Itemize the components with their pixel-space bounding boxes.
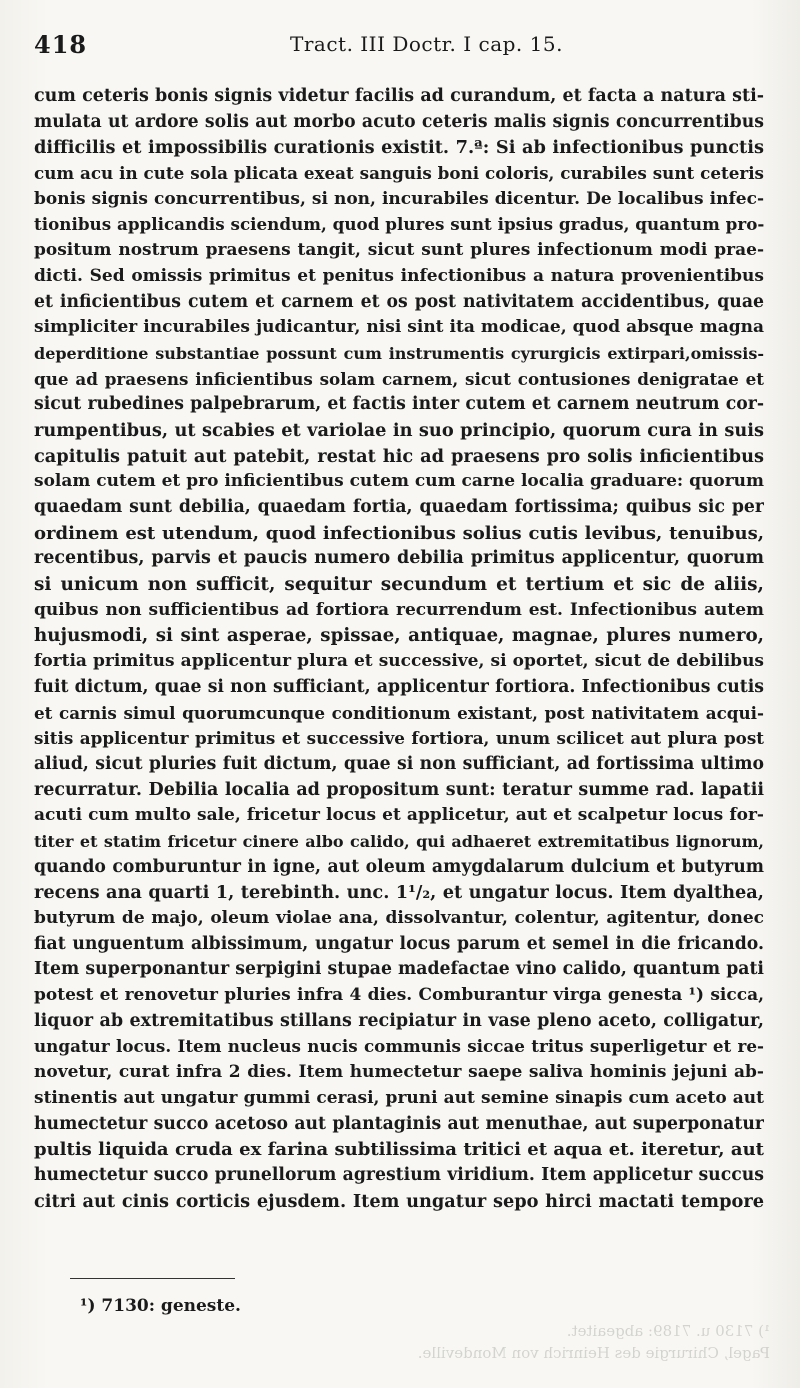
text-line: titer et statim fricetur cinere albo calido, qui adhaeret extremitatibus lignorum, bbox=[34, 831, 764, 851]
text-line: bonis signis concurrentibus, si non, incurabiles dicentur. De localibus infec- bbox=[34, 188, 764, 209]
footnote-text: 7130: geneste. bbox=[101, 1296, 241, 1316]
text-line: quibus non sufficientibus ad fortiora recurrendum est. Infectionibus autem bbox=[34, 599, 764, 620]
text-line: dicti. Sed omissis primitus et penitus infectionibus a natura provenientibus bbox=[34, 265, 764, 286]
footnote-marker: ¹) bbox=[80, 1296, 96, 1316]
text-line: fuit dictum, quae si non sufficiant, applicentur fortiora. Infectionibus cutis bbox=[34, 676, 764, 697]
text-line: aliud, sicut pluries fuit dictum, quae si non sufficiant, ad fortissima ultimo bbox=[34, 753, 764, 774]
running-head: Tract. III Doctr. I cap. 15. bbox=[290, 32, 563, 56]
text-line: cum ceteris bonis signis videtur facilis ad curandum, et facta a natura sti- bbox=[34, 86, 764, 106]
text-line: deperditione substantiae possunt cum instrumentis cyrurgicis extirpari,omissis- bbox=[34, 343, 764, 363]
text-line: et carnis simul quorumcunque conditionum existant, post nativitatem acqui- bbox=[34, 702, 764, 723]
text-line: mulata ut ardore solis aut morbo acuto ceteris malis signis concurrentibus bbox=[34, 111, 764, 132]
text-line: quaedam sunt debilia, quaedam fortia, quaedam fortissima; quibus sic per bbox=[34, 497, 764, 517]
text-line: hujusmodi, si sint asperae, spissae, antiquae, magnae, plures numero, bbox=[34, 625, 764, 647]
text-line: difficilis et impossibilis curationis existit. 7.ª: Si ab infectionibus punctis bbox=[34, 137, 764, 159]
text-line: positum nostrum praesens tangit, sicut sunt plures infectionum modi prae- bbox=[34, 240, 764, 261]
body-text bbox=[34, 84, 764, 1214]
text-line: fiat unguentum albissimum, ungatur locus parum et semel in die fricando. bbox=[34, 933, 764, 954]
text-line: novetur, curat infra 2 dies. Item humectetur saepe saliva hominis jejuni ab- bbox=[34, 1062, 764, 1083]
text-line: si unicum non sufficit, sequitur secundum et tertium et sic de aliis, bbox=[34, 574, 764, 596]
text-line: solam cutem et pro inficientibus cutem cum carne localia graduare: quorum bbox=[34, 471, 764, 492]
text-line: capitulis patuit aut patebit, restat hic ad praesens pro solis inficientibus bbox=[34, 445, 764, 467]
text-line: ordinem est utendum, quod infectionibus solius cutis levibus, tenuibus, bbox=[34, 522, 764, 544]
text-line: potest et renovetur pluries infra 4 dies. Comburantur virga genesta ¹) sicca, bbox=[34, 985, 764, 1006]
text-line: quando comburuntur in igne, aut oleum amygdalarum dulcium et butyrum bbox=[34, 856, 764, 877]
footnote bbox=[80, 1296, 241, 1316]
bleed-through-text bbox=[417, 1320, 770, 1380]
text-line: humectetur succo acetoso aut plantaginis aut menuthae, aut superponatur bbox=[34, 1113, 764, 1134]
text-line: Item superponantur serpigini stupae madefactae vino calido, quantum pati bbox=[34, 959, 764, 980]
text-line: recens ana quarti 1, terebinth. unc. 1¹/₂, et ungatur locus. Item dyalthea, bbox=[34, 882, 764, 904]
text-line: acuti cum multo sale, fricetur locus et applicetur, aut et scalpetur locus for- bbox=[34, 805, 764, 826]
text-line: simpliciter incurabiles judicantur, nisi sint ita modicae, quod absque magna bbox=[34, 317, 764, 338]
text-line: que ad praesens inficientibus solam carnem, sicut contusiones denigratae et bbox=[34, 368, 764, 389]
text-line: tionibus applicandis sciendum, quod plures sunt ipsius gradus, quantum pro- bbox=[34, 214, 764, 235]
text-line: butyrum de majo, oleum violae ana, dissolvantur, colentur, agitentur, donec bbox=[34, 908, 764, 928]
text-line: stinentis aut ungatur gummi cerasi, pruni aut semine sinapis cum aceto aut bbox=[34, 1087, 764, 1108]
text-line: humectetur succo prunellorum agrestium viridium. Item applicetur succus bbox=[34, 1164, 764, 1185]
text-line: rumpentibus, ut scabies et variolae in suo principio, quorum cura in suis bbox=[34, 419, 764, 441]
footnote-rule bbox=[70, 1278, 235, 1279]
page-number: 418 bbox=[34, 30, 88, 59]
text-line: liquor ab extremitatibus stillans recipiatur in vase pleno aceto, colligatur, bbox=[34, 1010, 764, 1031]
text-line: ungatur locus. Item nucleus nucis communis siccae tritus superligetur et re- bbox=[34, 1036, 764, 1057]
bleed-through-line: Pagel, Chirurgie des Heinrich von Mondeville. bbox=[417, 1344, 770, 1362]
text-line: et inficientibus cutem et carnem et os post nativitatem accidentibus, quae bbox=[34, 291, 764, 312]
text-line: sicut rubedines palpebrarum, et factis inter cutem et carnem neutrum cor- bbox=[34, 394, 764, 415]
text-line: citri aut cinis corticis ejusdem. Item ungatur sepo hirci mactati tempore bbox=[34, 1190, 764, 1212]
text-line: sitis applicentur primitus et successive fortiora, unum scilicet aut plura post bbox=[34, 728, 764, 749]
text-line: cum acu in cute sola plicata exeat sanguis boni coloris, curabiles sunt ceteris bbox=[34, 163, 764, 184]
text-line: fortia primitus applicentur plura et successive, si oportet, sicut de debilibus bbox=[34, 651, 764, 672]
text-line: pultis liquida cruda ex farina subtilissima tritici et aqua et. iteretur, aut bbox=[34, 1139, 764, 1161]
page-header bbox=[34, 26, 780, 62]
text-line: recurratur. Debilia localia ad propositum sunt: teratur summe rad. lapatii bbox=[34, 779, 764, 800]
bleed-through-line: ¹) 7130 u. 7189: abgeaitet. bbox=[566, 1322, 770, 1340]
text-line: recentibus, parvis et paucis numero debilia primitus applicentur, quorum bbox=[34, 548, 764, 569]
